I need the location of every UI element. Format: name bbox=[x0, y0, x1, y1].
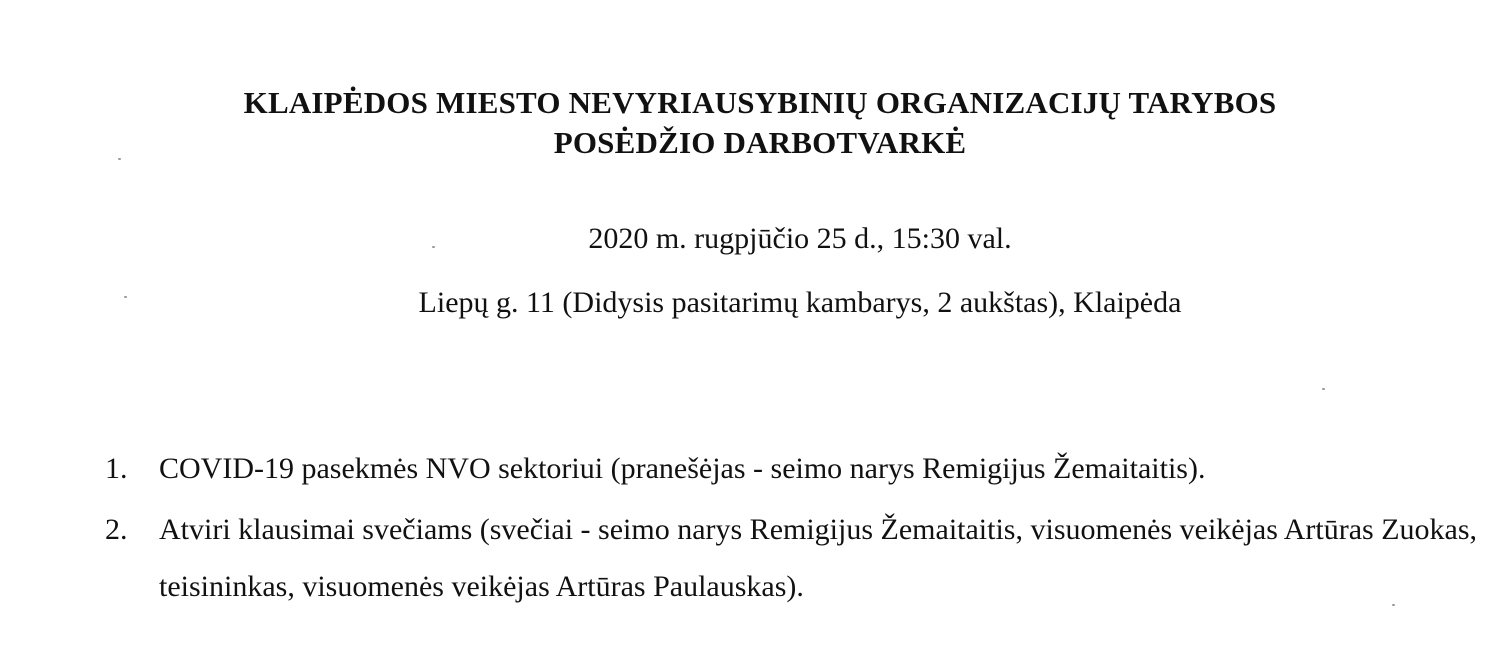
meeting-location: Liepų g. 11 (Didysis pasitarimų kambarys, 2 aukštas), Klaipėda bbox=[418, 286, 1182, 319]
scan-speck bbox=[432, 246, 435, 248]
agenda-item-text: Atviri klausimai svečiams (svečiai - seimo narys Remigijus Žemaitaitis, visuomenės veikėjas Artūras Zuokas, teisininkas, visuomenės veikėjas Artūras Paulauskas). bbox=[159, 513, 1478, 603]
scan-speck bbox=[124, 296, 127, 298]
agenda-item-number: 1. bbox=[105, 452, 128, 485]
document-title-line-2: POSĖDŽIO DARBOTVARKĖ bbox=[553, 125, 967, 160]
agenda-item-number: 2. bbox=[105, 513, 128, 546]
scan-speck bbox=[1392, 604, 1395, 606]
document-title-line-1: KLAIPĖDOS MIESTO NEVYRIAUSYBINIŲ ORGANIZACIJŲ TARYBOS bbox=[243, 85, 1277, 120]
scan-speck bbox=[118, 158, 121, 160]
meeting-date-time: 2020 m. rugpjūčio 25 d., 15:30 val. bbox=[588, 222, 1012, 255]
scan-speck bbox=[1322, 388, 1325, 390]
agenda-item-2 bbox=[105, 501, 1485, 615]
agenda-list bbox=[105, 440, 1485, 615]
agenda-item-1 bbox=[105, 440, 1485, 497]
agenda-item-text: COVID-19 pasekmės NVO sektoriui (pranešėjas - seimo narys Remigijus Žemaitaitis). bbox=[159, 452, 1206, 485]
